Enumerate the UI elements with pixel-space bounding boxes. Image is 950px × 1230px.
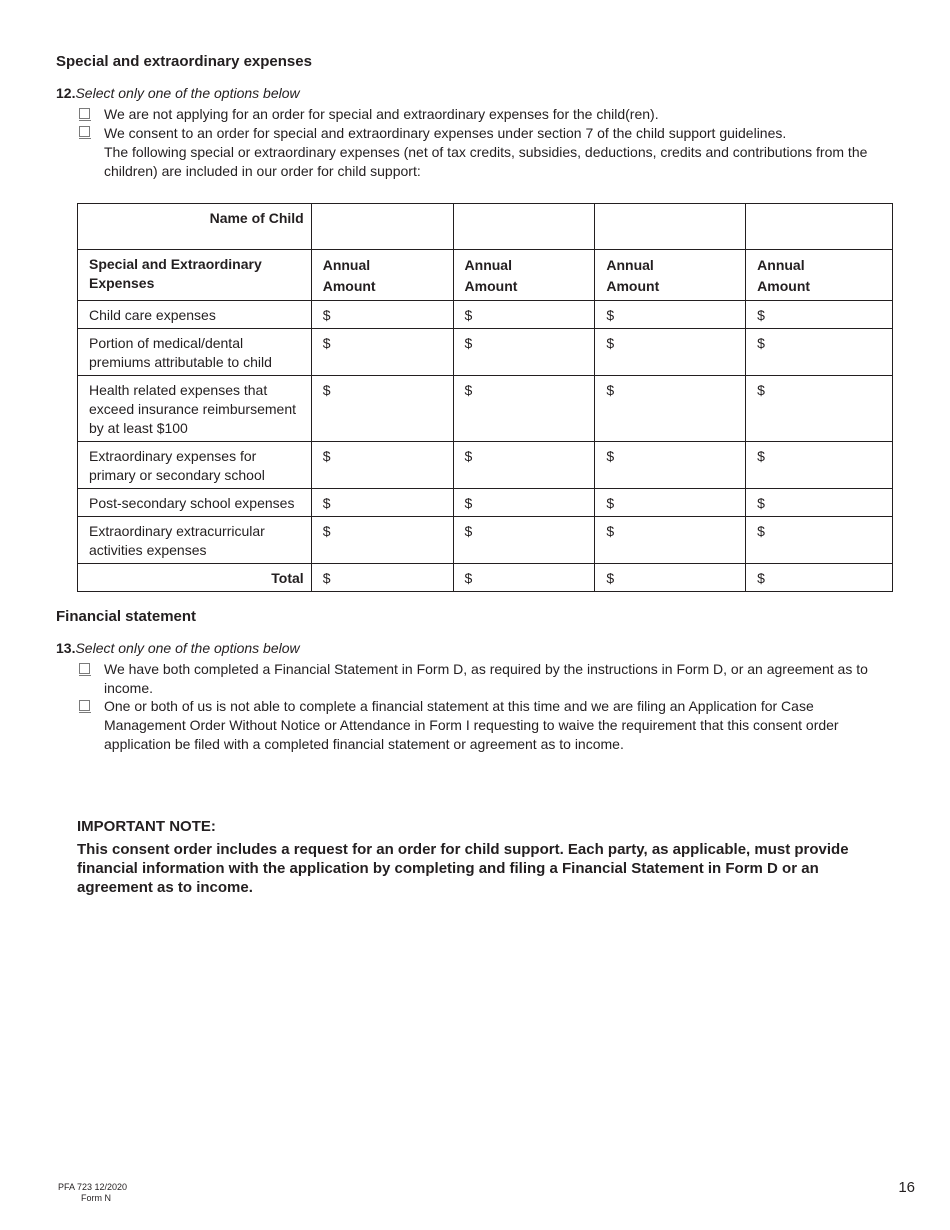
question-13-instruction bbox=[56, 640, 300, 656]
amount-field[interactable]: $ bbox=[595, 489, 746, 517]
question-instruction: Select only one of the options below bbox=[75, 640, 300, 656]
child-name-field-4[interactable] bbox=[746, 204, 893, 250]
option-waive-requirement: One or both of us is not able to complete a financial statement at this time and we are filing an Application for Case Management Order Without Notice or Attendance in Form I requesting to waive the requirement that this consent order application be filed with a completed financial statement or agreement as to income. bbox=[104, 698, 839, 752]
page-number: 16 bbox=[898, 1179, 915, 1196]
amount-field[interactable]: $ bbox=[595, 517, 746, 564]
annual-amount-header-2: Annual Amount bbox=[453, 250, 595, 301]
amount-field[interactable]: $ bbox=[746, 442, 893, 489]
form-footer bbox=[58, 1182, 127, 1204]
amount-field[interactable]: $ bbox=[595, 329, 746, 376]
total-amount-field[interactable]: $ bbox=[453, 564, 595, 592]
expense-label-child-care: Child care expenses bbox=[78, 301, 312, 329]
important-note-title: IMPORTANT NOTE: bbox=[77, 818, 216, 835]
amount-field[interactable]: $ bbox=[453, 376, 595, 442]
total-amount-field[interactable]: $ bbox=[595, 564, 746, 592]
amount-field[interactable]: $ bbox=[746, 329, 893, 376]
amount-field[interactable]: $ bbox=[595, 442, 746, 489]
total-label: Total bbox=[78, 564, 312, 592]
question-number: 12. bbox=[56, 85, 76, 101]
annual-amount-header-1: Annual Amount bbox=[311, 250, 453, 301]
amount-field[interactable]: $ bbox=[746, 376, 893, 442]
amount-field[interactable]: $ bbox=[311, 329, 453, 376]
amount-field[interactable]: $ bbox=[453, 301, 595, 329]
checkbox-consent-expenses[interactable] bbox=[79, 126, 90, 137]
child-name-field-1[interactable] bbox=[311, 204, 453, 250]
section-title-financial-statement: Financial statement bbox=[56, 608, 197, 625]
form-code: PFA 723 12/2020 bbox=[58, 1182, 128, 1192]
table-row bbox=[78, 301, 893, 329]
amount-field[interactable]: $ bbox=[311, 376, 453, 442]
total-amount-field[interactable]: $ bbox=[311, 564, 453, 592]
option-financial-statement-completed: We have both completed a Financial Statement in Form D, as required by the instructions in Form D, or an agreement as to income. bbox=[104, 661, 868, 696]
amount-field[interactable]: $ bbox=[746, 489, 893, 517]
amount-field[interactable]: $ bbox=[746, 517, 893, 564]
amount-field[interactable]: $ bbox=[453, 489, 595, 517]
table-row bbox=[78, 489, 893, 517]
total-amount-field[interactable]: $ bbox=[746, 564, 893, 592]
table-total-row bbox=[78, 564, 893, 592]
annual-amount-header-4: Annual Amount bbox=[746, 250, 893, 301]
table-row bbox=[78, 329, 893, 376]
checkbox-not-applying[interactable] bbox=[79, 108, 90, 119]
amount-field[interactable]: $ bbox=[453, 442, 595, 489]
expenses-column-header: Special and Extraordinary Expenses bbox=[78, 250, 312, 301]
table-row bbox=[78, 376, 893, 442]
table-row bbox=[78, 442, 893, 489]
expense-label-post-secondary: Post-secondary school expenses bbox=[78, 489, 312, 517]
question-instruction: Select only one of the options below bbox=[75, 85, 300, 101]
important-note-body: This consent order includes a request for an order for child support. Each party, as applicable, must provide financial information with the application by completing and filing a Financial Statement in Form D or an agreement as to income. bbox=[77, 841, 849, 896]
amount-field[interactable]: $ bbox=[311, 517, 453, 564]
amount-field[interactable]: $ bbox=[453, 329, 595, 376]
question-12-instruction bbox=[56, 85, 300, 101]
amount-field[interactable]: $ bbox=[311, 301, 453, 329]
checkbox-financial-statement-completed[interactable] bbox=[79, 663, 90, 674]
option-consent-expenses: We consent to an order for special and extraordinary expenses under section 7 of the child support guidelines. bbox=[104, 125, 787, 141]
child-name-field-2[interactable] bbox=[453, 204, 595, 250]
amount-field[interactable]: $ bbox=[746, 301, 893, 329]
question-number: 13. bbox=[56, 640, 76, 656]
amount-field[interactable]: $ bbox=[595, 376, 746, 442]
child-name-field-3[interactable] bbox=[595, 204, 746, 250]
option-not-applying: We are not applying for an order for special and extraordinary expenses for the child(ren). bbox=[104, 106, 659, 122]
annual-amount-header-3: Annual Amount bbox=[595, 250, 746, 301]
special-expenses-table bbox=[77, 203, 893, 592]
table-row bbox=[78, 517, 893, 564]
section-title-special-expenses: Special and extraordinary expenses bbox=[56, 53, 312, 70]
amount-field[interactable]: $ bbox=[311, 489, 453, 517]
expense-label-medical-premiums: Portion of medical/dental premiums attributable to child bbox=[78, 329, 312, 376]
name-of-child-label: Name of Child bbox=[78, 204, 312, 250]
expenses-followup-text: The following special or extraordinary expenses (net of tax credits, subsidies, deductions, credits and contributions from the children) are included in our order for child support: bbox=[104, 144, 868, 179]
table-row-child-names bbox=[78, 204, 893, 250]
expense-label-school: Extraordinary expenses for primary or secondary school bbox=[78, 442, 312, 489]
checkbox-waive-requirement[interactable] bbox=[79, 700, 90, 711]
form-name: Form N bbox=[81, 1193, 111, 1203]
expense-label-health-related: Health related expenses that exceed insurance reimbursement by at least $100 bbox=[78, 376, 312, 442]
expense-label-extracurricular: Extraordinary extracurricular activities expenses bbox=[78, 517, 312, 564]
amount-field[interactable]: $ bbox=[453, 517, 595, 564]
amount-field[interactable]: $ bbox=[311, 442, 453, 489]
table-header-row bbox=[78, 250, 893, 301]
amount-field[interactable]: $ bbox=[595, 301, 746, 329]
